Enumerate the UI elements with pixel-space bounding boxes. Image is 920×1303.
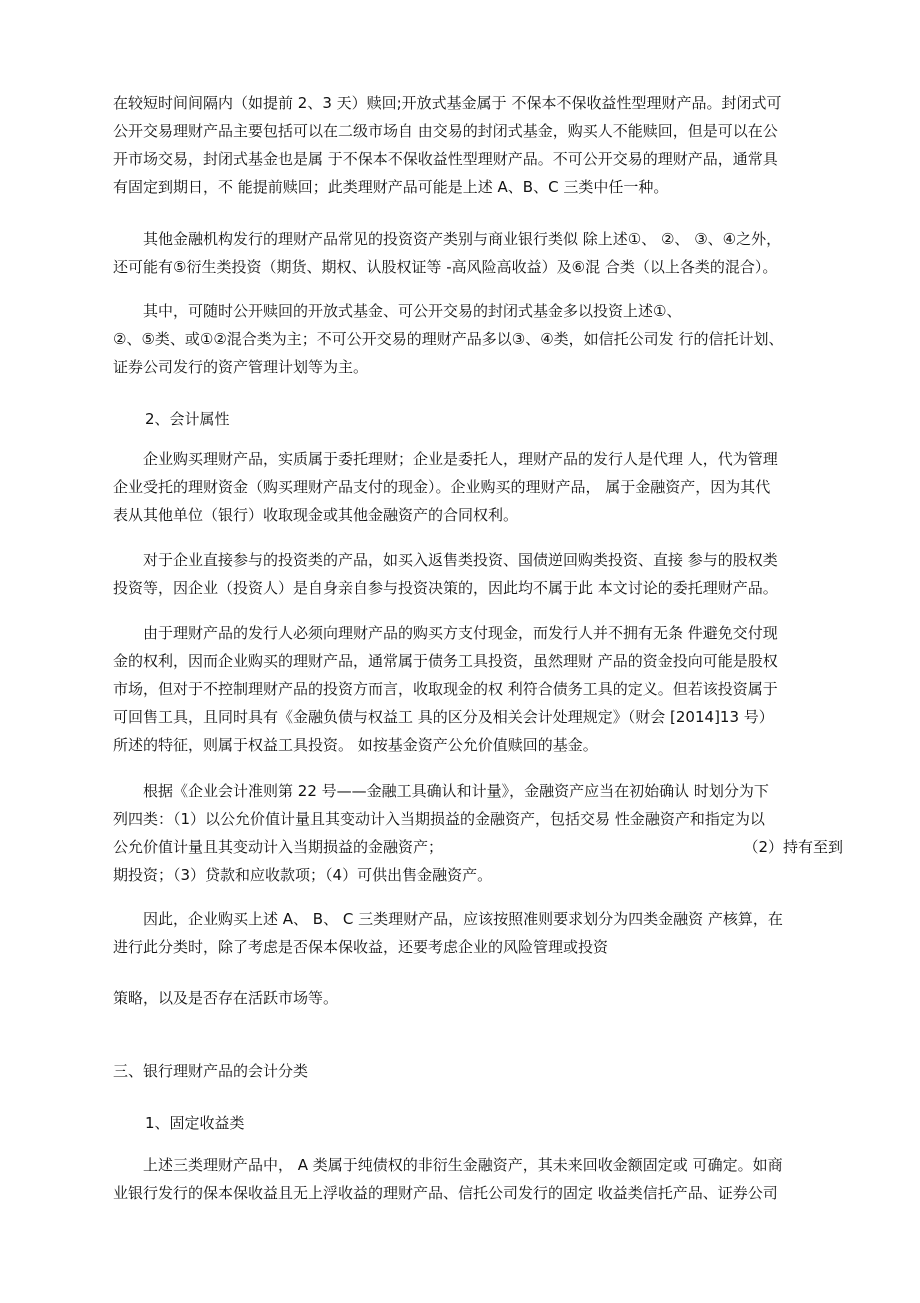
paragraph-redeemable-funds: [113, 297, 843, 381]
text-line: 所述的特征，则属于权益工具投资。 如按基金资产公允价值赎回的基金。: [113, 736, 598, 754]
paragraph-other-institutions: [113, 225, 843, 281]
text-line: 进行此分类时，除了考虑是否保本保收益，还要考虑企业的风险管理或投资: [113, 938, 609, 956]
text-line: 企业购买理财产品，实质属于委托理财；企业是委托人，理财产品的发行人是代理 人，代为管理: [143, 450, 778, 468]
text-line: 企业受托的理财资金（购买理财产品支付的现金）。企业购买的理财产品， 属于金融资产，因为其代: [113, 478, 771, 496]
text-line: 因此，企业购买上述 A、 B、 C 三类理财产品，应该按照准则要求划分为四类金融资 产核算，在: [143, 910, 783, 928]
paragraph-fixed-income: [113, 1151, 843, 1207]
text-line: 表从其他单位（银行）收取现金或其他金融资产的合同权利。: [113, 506, 519, 524]
text-line: 其他金融机构发行的理财产品常见的投资资产类别与商业银行类似 除上述①、 ②、 ③、④之外，: [143, 230, 782, 248]
paragraph-direct-investment: [113, 546, 843, 602]
text-line: 策略，以及是否存在活跃市场等。: [113, 989, 339, 1007]
paragraph-open-fund: [113, 89, 843, 201]
text-line: 列四类：（1）以公允价值计量且其变动计入当期损益的金融资产，包括交易 性金融资产和指定为以: [113, 810, 765, 828]
text-line: 有固定到期日，不 能提前赎回；此类理财产品可能是上述 A、B、C 三类中任一种。: [113, 178, 669, 196]
text-line: 投资等，因企业（投资人）是自身亲自参与投资决策的，因此均不属于此 本文讨论的委托理财产品。: [113, 579, 778, 597]
paragraph-conclusion: [113, 905, 843, 961]
paragraph-conclusion-tail: [113, 984, 843, 1012]
paragraph-debt-instrument: [113, 619, 843, 759]
text-line: 开市场交易，封闭式基金也是属 于不保本不保收益性型理财产品。不可公开交易的理财产品，通常具: [113, 150, 778, 168]
text-line: 业银行发行的保本保收益且无上浮收益的理财产品、信托公司发行的固定 收益类信托产品、证券公司: [113, 1184, 778, 1202]
text-line: 对于企业直接参与的投资类的产品，如买入返售类投资、国债逆回购类投资、直接 参与的股权类: [143, 551, 778, 569]
heading-section-three: 三、银行理财产品的会计分类: [113, 1062, 309, 1080]
text-line: 市场，但对于不控制理财产品的投资方而言，收取现金的权 利符合债务工具的定义。但若该投资属于: [113, 680, 778, 698]
text-line: 期投资；（3）贷款和应收款项；（4）可供出售金融资产。: [113, 866, 493, 884]
text-line: 其中，可随时公开赎回的开放式基金、可公开交易的封闭式基金多以投资上述①、: [143, 302, 682, 320]
text-line: 金的权利，因而企业购买的理财产品，通常属于债务工具投资，虽然理财 产品的资金投向可能是股权: [113, 652, 778, 670]
text-line: 公开交易理财产品主要包括可以在二级市场自 由交易的封闭式基金，购买人不能赎回，但是可以在公: [113, 122, 778, 140]
text-line-split: [113, 833, 843, 861]
text-line: 上述三类理财产品中， A 类属于纯债权的非衍生金融资产，其未来回收金额固定或 可确定。如商: [143, 1156, 783, 1174]
text-fragment-left: 公允价值计量且其变动计入当期损益的金融资产；: [113, 838, 444, 856]
text-line: 根据《企业会计准则第 22 号——金融工具确认和计量》，金融资产应当在初始确认 时划分为下: [143, 782, 769, 800]
paragraph-classification-standard: [113, 777, 843, 889]
text-line: 由于理财产品的发行人必须向理财产品的购买方支付现金，而发行人并不拥有无条 件避免交付现: [143, 624, 778, 642]
text-line: 可回售工具，且同时具有《金融负债与权益工 具的区分及相关会计处理规定》（财会 [2014]13 号）: [113, 708, 774, 726]
text-line: 在较短时间间隔内（如提前 2、3 天）赎回;开放式基金属于 不保本不保收益性型理财产品。封闭式可: [113, 94, 782, 112]
text-line: 还可能有⑤衍生类投资（期货、期权、认股权证等 -高风险高收益）及⑥混 合类（以上各类的混合）。: [113, 258, 778, 276]
heading-fixed-income: 1、固定收益类: [145, 1114, 245, 1132]
paragraph-entrusted-finance: [113, 445, 843, 529]
text-line: ②、⑤类、或①②混合类为主；不可公开交易的理财产品多以③、④类，如信托公司发 行的信托计划、: [113, 330, 784, 348]
heading-accounting-attribute: 2、会计属性: [145, 410, 230, 428]
text-fragment-right: （2）持有至到: [743, 838, 843, 856]
text-line: 证券公司发行的资产管理计划等为主。: [113, 358, 369, 376]
